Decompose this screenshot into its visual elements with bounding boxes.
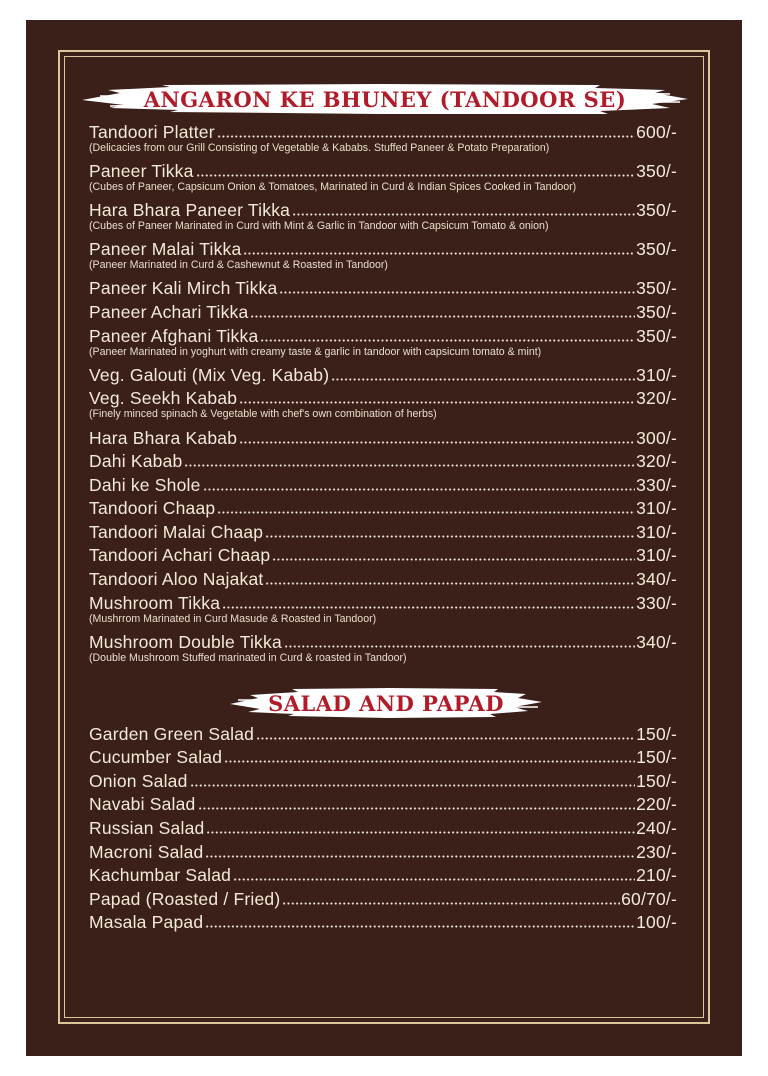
item-price: 240/- <box>636 817 677 838</box>
item-name: Hara Bhara Kabab <box>89 427 238 448</box>
leader-dots <box>217 135 635 138</box>
item-name: Tandoori Achari Chaap <box>89 545 271 566</box>
item-description: (Delicacies from our Grill Consisting of Vegetable & Kababs. Stuffed Paneer & Potato Preparation) <box>89 141 550 154</box>
item-name: Veg. Galouti (Mix Veg. Kabab) <box>89 364 330 385</box>
menu-item <box>89 495 677 519</box>
item-name: Garden Green Salad <box>89 723 255 744</box>
item-price: 300/- <box>636 427 677 448</box>
leader-dots <box>198 807 636 810</box>
item-price: 350/- <box>636 301 677 322</box>
leader-dots <box>190 784 636 787</box>
menu-item <box>89 471 677 495</box>
item-price: 150/- <box>636 723 677 744</box>
menu-item <box>89 791 677 815</box>
item-name: Dahi ke Shole <box>89 474 201 495</box>
item-description: (Finely minced spinach & Vegetable with chef's own combination of herbs) <box>89 408 437 421</box>
item-price: 350/- <box>636 160 677 181</box>
leader-dots <box>196 174 636 177</box>
menu-item <box>89 118 677 142</box>
menu-item <box>89 275 677 299</box>
leader-dots <box>239 401 635 404</box>
menu-item <box>89 518 677 542</box>
menu-item <box>89 767 677 791</box>
item-price: 350/- <box>636 199 677 220</box>
item-price: 310/- <box>636 498 677 519</box>
menu-item <box>89 196 677 220</box>
menu-item <box>89 909 677 933</box>
item-price: 340/- <box>636 631 677 652</box>
item-name: Dahi Kabab <box>89 451 183 472</box>
item-price: 150/- <box>636 770 677 791</box>
leader-dots <box>331 378 635 381</box>
menu-item <box>89 385 677 409</box>
item-price: 600/- <box>636 121 677 142</box>
item-name: Russian Salad <box>89 817 205 838</box>
menu-item <box>89 236 677 260</box>
item-description: (Cubes of Paneer, Capsicum Onion & Tomatoes, Marinated in Curd & Indian Spices Cooked in Tandoor) <box>89 180 577 193</box>
menu-item <box>89 744 677 768</box>
menu-item <box>89 885 677 909</box>
item-description: (Double Mushroom Stuffed marinated in Curd & roasted in Tandoor) <box>89 651 407 664</box>
item-price: 150/- <box>636 747 677 768</box>
leader-dots <box>279 291 635 294</box>
item-name: Hara Bhara Paneer Tikka <box>89 199 291 220</box>
item-name: Paneer Tikka <box>89 160 194 181</box>
leader-dots <box>205 925 635 928</box>
leader-dots <box>292 213 635 216</box>
item-description: (Cubes of Paneer Marinated in Curd with Mint & Garlic in Tandoor with Capsicum Tomato & onion) <box>89 219 549 232</box>
item-price: 220/- <box>636 794 677 815</box>
leader-dots <box>239 441 635 444</box>
item-price: 310/- <box>636 521 677 542</box>
item-name: Paneer Achari Tikka <box>89 301 249 322</box>
item-price: 230/- <box>636 841 677 862</box>
leader-dots <box>256 737 635 740</box>
item-description: (Paneer Marinated in Curd & Cashewnut & Roasted in Tandoor) <box>89 259 388 272</box>
tandoor-menu-list <box>89 118 677 667</box>
item-name: Macroni Salad <box>89 841 204 862</box>
menu-item <box>89 361 677 385</box>
menu-item <box>89 448 677 472</box>
item-name: Mushroom Tikka <box>89 592 221 613</box>
section-heading-tandoor <box>80 82 690 116</box>
item-price: 310/- <box>636 364 677 385</box>
item-name: Tandoori Platter <box>89 121 215 142</box>
leader-dots <box>205 855 635 858</box>
leader-dots <box>224 760 635 763</box>
section-heading-text: ANGARON KE BHUNEY (TANDOOR SE) <box>143 86 627 112</box>
menu-item <box>89 298 677 322</box>
menu-item <box>89 838 677 862</box>
menu-item <box>89 565 677 589</box>
leader-dots <box>243 252 635 255</box>
item-name: Masala Papad <box>89 912 204 933</box>
item-price: 320/- <box>636 388 677 409</box>
menu-item <box>89 814 677 838</box>
item-name: Onion Salad <box>89 770 188 791</box>
menu-item <box>89 628 677 652</box>
menu-page <box>26 20 742 1056</box>
item-price: 310/- <box>636 545 677 566</box>
item-price: 60/70/- <box>621 888 677 909</box>
leader-dots <box>217 511 635 514</box>
item-name: Kachumbar Salad <box>89 865 232 886</box>
item-name: Cucumber Salad <box>89 747 223 768</box>
leader-dots <box>260 339 635 342</box>
leader-dots <box>265 582 635 585</box>
item-name: Paneer Afghani Tikka <box>89 325 259 346</box>
menu-item <box>89 424 677 448</box>
item-price: 100/- <box>636 912 677 933</box>
item-name: Papad (Roasted / Fried) <box>89 888 281 909</box>
item-price: 350/- <box>636 325 677 346</box>
section-heading-salad <box>228 686 544 720</box>
item-name: Tandoori Malai Chaap <box>89 521 264 542</box>
leader-dots <box>282 902 620 905</box>
leader-dots <box>250 315 635 318</box>
item-name: Paneer Malai Tikka <box>89 239 242 260</box>
item-price: 330/- <box>636 474 677 495</box>
leader-dots <box>206 831 635 834</box>
menu-item <box>89 862 677 886</box>
menu-item <box>89 322 677 346</box>
item-price: 210/- <box>636 865 677 886</box>
leader-dots <box>265 535 635 538</box>
item-description: (Mushrrom Marinated in Curd Masude & Roasted in Tandoor) <box>89 612 377 625</box>
salad-menu-list <box>89 720 677 932</box>
item-name: Navabi Salad <box>89 794 196 815</box>
item-description: (Paneer Marinated in yoghurt with creamy taste & garlic in tandoor with capsicum tomato & mint) <box>89 345 542 358</box>
item-name: Veg. Seekh Kabab <box>89 388 238 409</box>
leader-dots <box>222 606 635 609</box>
section-heading-text: SALAD AND PAPAD <box>268 690 504 716</box>
leader-dots <box>184 464 635 467</box>
menu-item <box>89 542 677 566</box>
menu-item <box>89 720 677 744</box>
leader-dots <box>272 558 635 561</box>
leader-dots <box>233 878 635 881</box>
item-price: 340/- <box>636 569 677 590</box>
menu-item <box>89 589 677 613</box>
item-price: 320/- <box>636 451 677 472</box>
leader-dots <box>203 488 636 491</box>
item-price: 350/- <box>636 278 677 299</box>
item-name: Paneer Kali Mirch Tikka <box>89 278 278 299</box>
item-price: 350/- <box>636 239 677 260</box>
menu-item <box>89 157 677 181</box>
item-name: Tandoori Chaap <box>89 498 216 519</box>
item-price: 330/- <box>636 592 677 613</box>
item-name: Tandoori Aloo Najakat <box>89 569 264 590</box>
leader-dots <box>284 645 635 648</box>
item-name: Mushroom Double Tikka <box>89 631 282 652</box>
